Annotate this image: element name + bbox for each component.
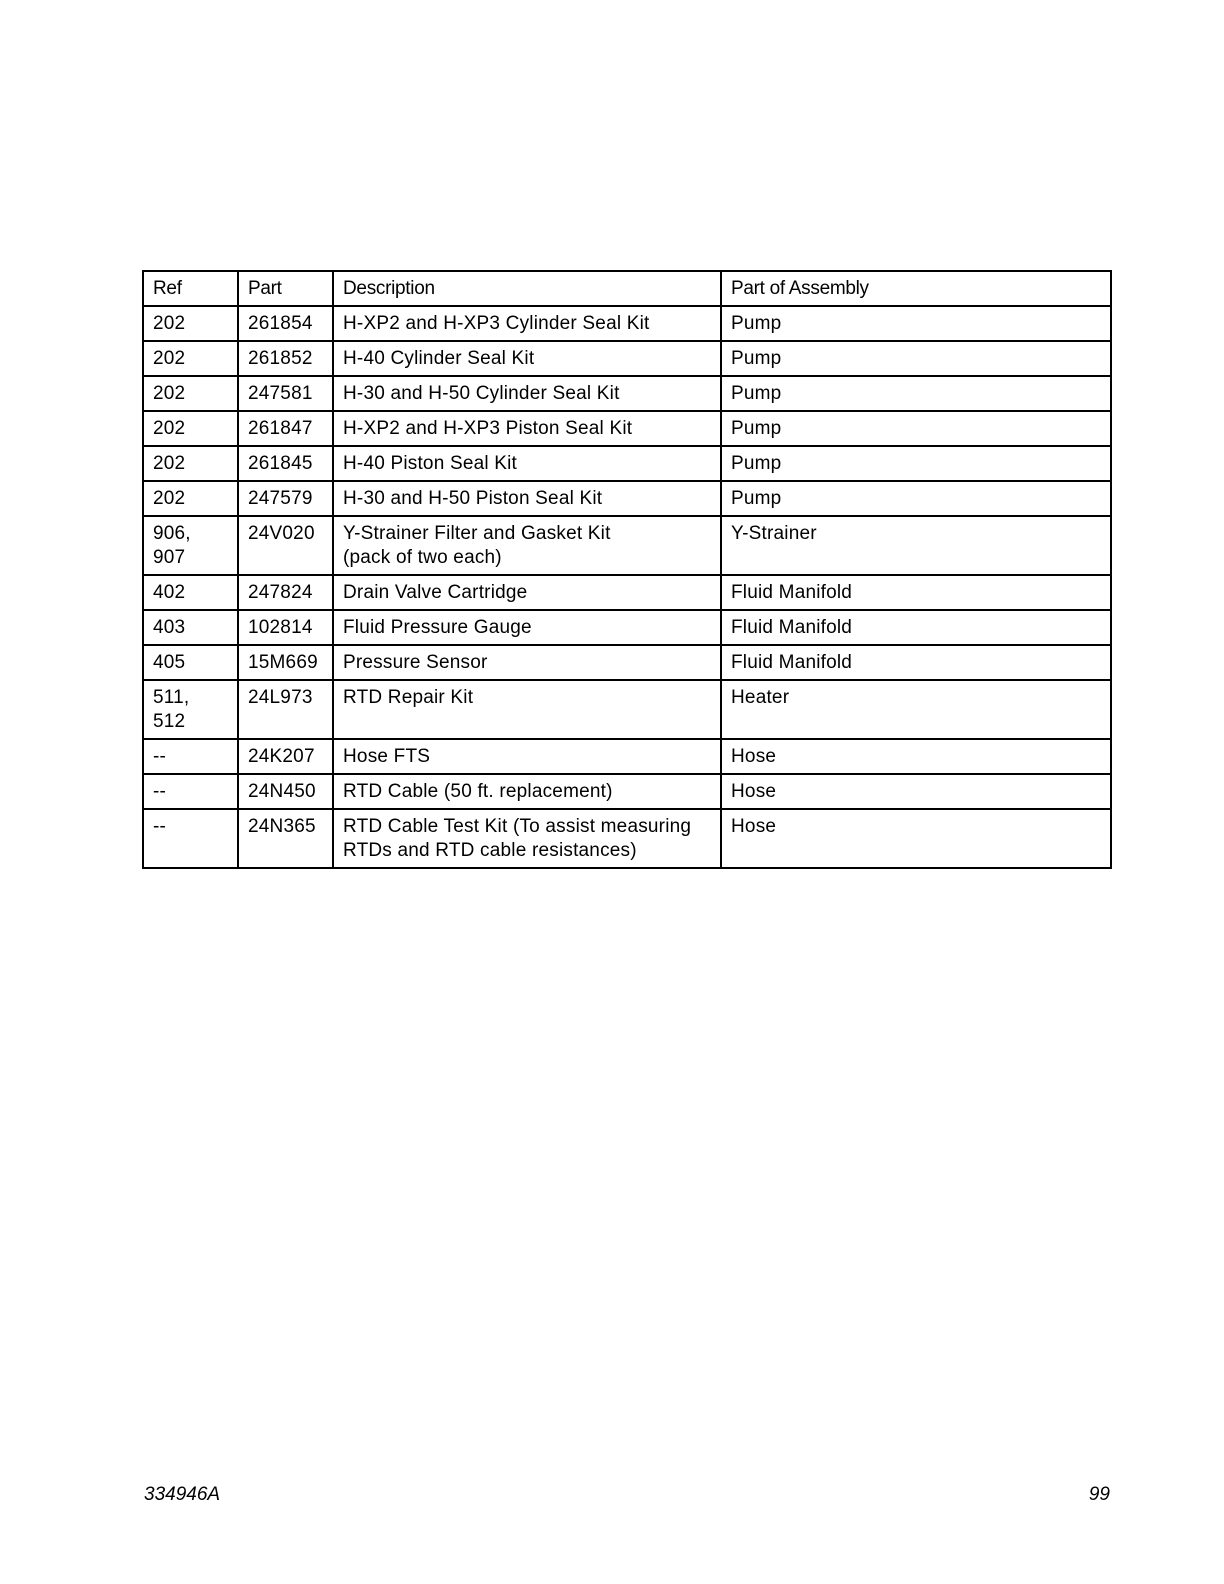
cell-assembly-text: Pump bbox=[731, 383, 782, 404]
cell-assembly bbox=[721, 774, 1111, 809]
cell-description-text: H-40 Cylinder Seal Kit bbox=[343, 348, 535, 369]
cell-assembly bbox=[721, 516, 1111, 575]
cell-part-text: 247581 bbox=[248, 383, 313, 404]
cell-assembly-text: Pump bbox=[731, 313, 782, 334]
cell-part-text: 247824 bbox=[248, 582, 313, 603]
cell-description bbox=[333, 411, 721, 446]
cell-assembly bbox=[721, 306, 1111, 341]
document-number: 334946A bbox=[144, 1484, 221, 1505]
cell-part-text: 247579 bbox=[248, 488, 313, 509]
cell-part bbox=[238, 575, 333, 610]
table-row bbox=[143, 306, 1111, 341]
cell-ref-text: 202 bbox=[153, 383, 186, 404]
cell-ref bbox=[143, 411, 238, 446]
cell-description bbox=[333, 516, 721, 575]
cell-assembly-text: Hose bbox=[731, 781, 777, 802]
cell-description-text: H-XP2 and H-XP3 Piston Seal Kit bbox=[343, 418, 633, 439]
table-row bbox=[143, 481, 1111, 516]
cell-ref-text: -- bbox=[153, 816, 167, 837]
cell-description bbox=[333, 774, 721, 809]
cell-part-text: 15M669 bbox=[248, 652, 318, 673]
cell-assembly-text: Pump bbox=[731, 348, 782, 369]
cell-description bbox=[333, 306, 721, 341]
cell-part-text: 24L973 bbox=[248, 687, 313, 708]
cell-part bbox=[238, 306, 333, 341]
cell-assembly-text: Fluid Manifold bbox=[731, 582, 853, 603]
parts-table bbox=[142, 270, 1112, 869]
cell-description bbox=[333, 809, 721, 868]
cell-description-text: RTD Cable Test Kit (To assist measuring RTDs and RTD cable resistances) bbox=[343, 816, 692, 861]
cell-ref bbox=[143, 446, 238, 481]
cell-part bbox=[238, 411, 333, 446]
cell-description bbox=[333, 610, 721, 645]
cell-ref-text: 202 bbox=[153, 418, 186, 439]
cell-assembly-text: Pump bbox=[731, 488, 782, 509]
cell-description-text: Fluid Pressure Gauge bbox=[343, 617, 532, 638]
cell-ref bbox=[143, 645, 238, 680]
cell-description-text: RTD Repair Kit bbox=[343, 687, 474, 708]
table-header-row bbox=[143, 271, 1111, 306]
table-row bbox=[143, 645, 1111, 680]
header-assembly: Part of Assembly bbox=[721, 271, 1111, 306]
cell-assembly bbox=[721, 680, 1111, 739]
cell-assembly bbox=[721, 446, 1111, 481]
cell-part bbox=[238, 516, 333, 575]
table-row bbox=[143, 575, 1111, 610]
cell-part bbox=[238, 739, 333, 774]
cell-ref bbox=[143, 376, 238, 411]
cell-description-text: Hose FTS bbox=[343, 746, 431, 767]
cell-description bbox=[333, 446, 721, 481]
cell-assembly bbox=[721, 481, 1111, 516]
cell-ref-text: 202 bbox=[153, 313, 186, 334]
cell-part bbox=[238, 376, 333, 411]
cell-ref-text: 403 bbox=[153, 617, 186, 638]
cell-assembly bbox=[721, 376, 1111, 411]
cell-description bbox=[333, 739, 721, 774]
cell-part-text: 261852 bbox=[248, 348, 313, 369]
cell-part-text: 261854 bbox=[248, 313, 313, 334]
table-row bbox=[143, 680, 1111, 739]
table-row bbox=[143, 809, 1111, 868]
cell-assembly-text: Hose bbox=[731, 816, 777, 837]
cell-part bbox=[238, 809, 333, 868]
table-row bbox=[143, 411, 1111, 446]
cell-ref-text: -- bbox=[153, 781, 167, 802]
header-description: Description bbox=[333, 271, 721, 306]
cell-assembly-text: Heater bbox=[731, 687, 790, 708]
cell-description-text: RTD Cable (50 ft. replacement) bbox=[343, 781, 613, 802]
cell-part-text: 261845 bbox=[248, 453, 313, 474]
cell-assembly bbox=[721, 575, 1111, 610]
cell-part bbox=[238, 610, 333, 645]
cell-assembly bbox=[721, 739, 1111, 774]
cell-assembly bbox=[721, 610, 1111, 645]
cell-part-text: 24V020 bbox=[248, 523, 315, 544]
table-row bbox=[143, 446, 1111, 481]
cell-ref-text: 906, 907 bbox=[153, 523, 191, 568]
cell-ref-text: -- bbox=[153, 746, 167, 767]
table-row bbox=[143, 739, 1111, 774]
cell-part bbox=[238, 341, 333, 376]
cell-description bbox=[333, 575, 721, 610]
cell-assembly bbox=[721, 809, 1111, 868]
cell-assembly bbox=[721, 341, 1111, 376]
cell-assembly-text: Pump bbox=[731, 453, 782, 474]
cell-description-text: H-XP2 and H-XP3 Cylinder Seal Kit bbox=[343, 313, 650, 334]
cell-description bbox=[333, 341, 721, 376]
cell-ref bbox=[143, 610, 238, 645]
header-part: Part bbox=[238, 271, 333, 306]
cell-description-text: H-40 Piston Seal Kit bbox=[343, 453, 518, 474]
cell-part bbox=[238, 645, 333, 680]
cell-ref-text: 405 bbox=[153, 652, 186, 673]
cell-description-text: H-30 and H-50 Cylinder Seal Kit bbox=[343, 383, 620, 404]
cell-part bbox=[238, 481, 333, 516]
cell-part-text: 102814 bbox=[248, 617, 313, 638]
cell-description bbox=[333, 645, 721, 680]
table-row bbox=[143, 341, 1111, 376]
table-row bbox=[143, 376, 1111, 411]
cell-ref bbox=[143, 306, 238, 341]
cell-ref bbox=[143, 481, 238, 516]
cell-assembly-text: Fluid Manifold bbox=[731, 617, 853, 638]
cell-description-text: H-30 and H-50 Piston Seal Kit bbox=[343, 488, 603, 509]
cell-part bbox=[238, 774, 333, 809]
cell-description bbox=[333, 376, 721, 411]
cell-part-text: 24K207 bbox=[248, 746, 315, 767]
cell-ref bbox=[143, 575, 238, 610]
table-row bbox=[143, 516, 1111, 575]
cell-description bbox=[333, 680, 721, 739]
cell-assembly bbox=[721, 411, 1111, 446]
cell-assembly-text: Pump bbox=[731, 418, 782, 439]
cell-description-text: Y-Strainer Filter and Gasket Kit (pack of two each) bbox=[343, 523, 611, 568]
cell-part-text: 261847 bbox=[248, 418, 313, 439]
cell-ref bbox=[143, 774, 238, 809]
cell-description bbox=[333, 481, 721, 516]
header-ref: Ref bbox=[143, 271, 238, 306]
cell-description-text: Pressure Sensor bbox=[343, 652, 488, 673]
cell-assembly-text: Hose bbox=[731, 746, 777, 767]
cell-ref-text: 402 bbox=[153, 582, 186, 603]
cell-ref-text: 202 bbox=[153, 453, 186, 474]
table-row bbox=[143, 774, 1111, 809]
cell-ref-text: 202 bbox=[153, 348, 186, 369]
cell-ref-text: 511, 512 bbox=[153, 687, 190, 732]
table-body bbox=[143, 306, 1111, 868]
table-row bbox=[143, 610, 1111, 645]
cell-part bbox=[238, 680, 333, 739]
cell-assembly-text: Fluid Manifold bbox=[731, 652, 853, 673]
cell-assembly bbox=[721, 645, 1111, 680]
cell-part bbox=[238, 446, 333, 481]
cell-ref-text: 202 bbox=[153, 488, 186, 509]
page-number: 99 bbox=[1088, 1484, 1110, 1505]
cell-description-text: Drain Valve Cartridge bbox=[343, 582, 528, 603]
cell-ref bbox=[143, 739, 238, 774]
cell-ref bbox=[143, 516, 238, 575]
cell-part-text: 24N365 bbox=[248, 816, 316, 837]
cell-ref bbox=[143, 809, 238, 868]
cell-assembly-text: Y-Strainer bbox=[731, 523, 817, 544]
cell-part-text: 24N450 bbox=[248, 781, 316, 802]
cell-ref bbox=[143, 680, 238, 739]
cell-ref bbox=[143, 341, 238, 376]
